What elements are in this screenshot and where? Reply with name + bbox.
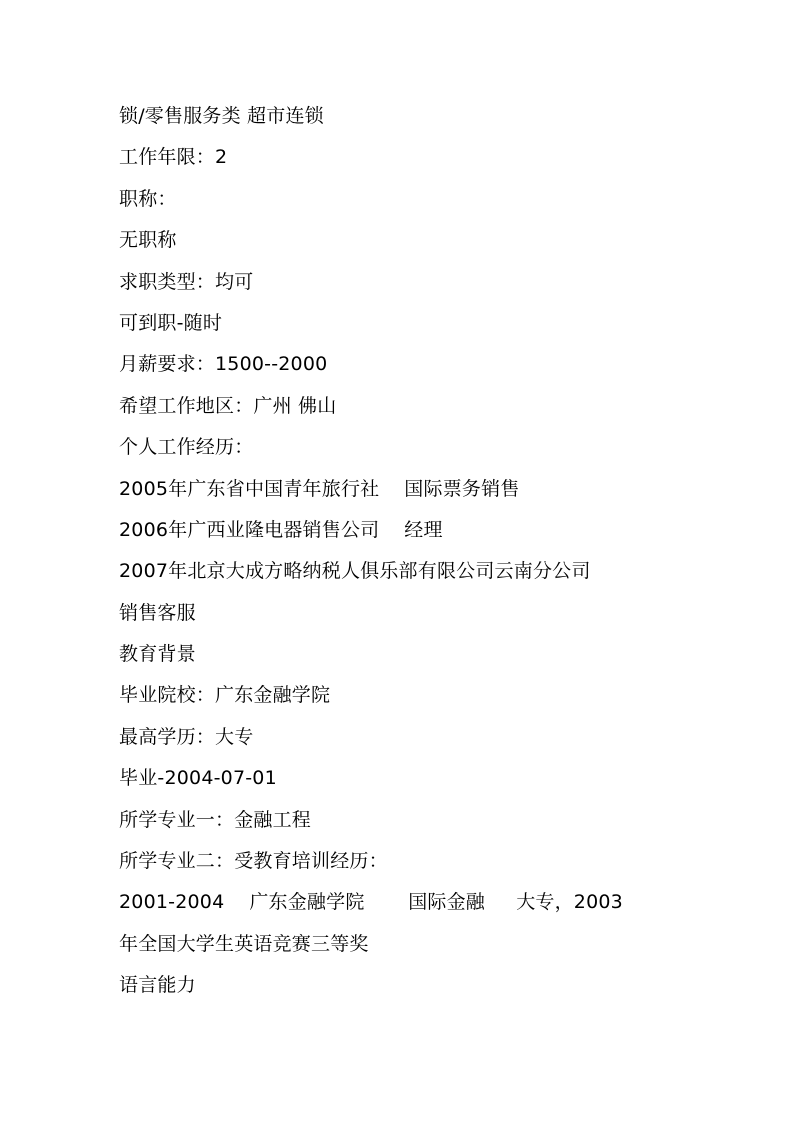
major-one-line: 所学专业一：金融工程 [119,808,312,831]
work-history-item-continued: 销售客服 [119,601,196,624]
work-history-item: 2006年广西业隆电器销售公司 经理 [119,518,443,541]
work-history-item: 2007年北京大成方略纳税人俱乐部有限公司云南分公司 [119,560,591,583]
training-history-line-continued: 年全国大学生英语竞赛三等奖 [119,932,369,955]
title-value-line: 无职称 [119,229,177,252]
job-category-line: 锁/零售服务类 超市连锁 [119,105,324,127]
work-history-item: 2005年广东省中国青年旅行社 国际票务销售 [119,477,520,500]
major-two-line: 所学专业二：受教育培训经历： [119,850,388,873]
availability-line: 可到职-随时 [119,311,223,334]
work-years-line: 工作年限：2 [119,146,228,169]
title-label-line: 职称： [119,187,177,210]
salary-line: 月薪要求：1500--2000 [119,353,328,376]
work-history-heading: 个人工作经历： [119,436,254,459]
training-history-line: 2001-2004 广东金融学院 国际金融 大专，2003 [119,891,623,914]
document-body [119,96,699,1007]
school-line: 毕业院校：广东金融学院 [119,684,331,707]
desired-region-line: 希望工作地区：广州 佛山 [119,394,337,417]
graduation-date-line: 毕业-2004-07-01 [119,767,277,790]
job-type-line: 求职类型：均可 [119,270,254,293]
degree-line: 最高学历：大专 [119,725,254,748]
education-heading: 教育背景 [119,643,196,666]
language-ability-heading: 语言能力 [119,974,196,997]
